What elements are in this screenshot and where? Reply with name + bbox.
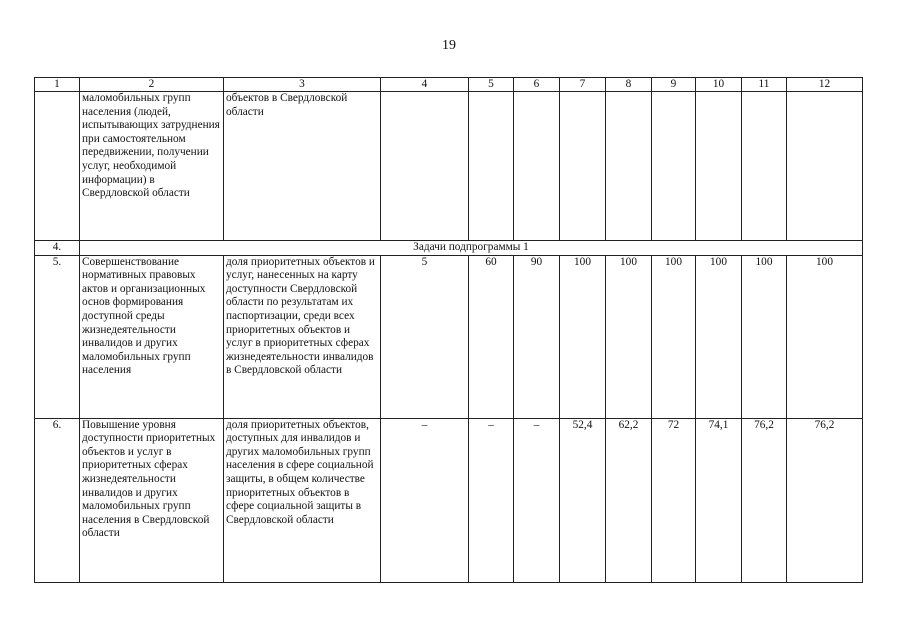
value-cell: – <box>469 418 514 582</box>
value-cell: 100 <box>652 255 696 418</box>
task-cell: маломобильных групп населения (людей, испытывающих затруднения при самостоятельном передвижении, получении услуг, необходимой информации) в Свердловской области <box>80 92 224 241</box>
task-cell: Совершенствование нормативных правовых актов и организационных основ формирования доступной среды жизнедеятельности инвалидов и других маломобильных групп населения <box>80 255 224 418</box>
value-cell: 100 <box>787 255 863 418</box>
value-cell: 72 <box>652 418 696 582</box>
value-cell: 76,2 <box>742 418 787 582</box>
value-cell: – <box>381 418 469 582</box>
table-row <box>35 255 863 418</box>
column-header: 1 <box>35 78 80 92</box>
value-cell: 100 <box>606 255 652 418</box>
column-header: 8 <box>606 78 652 92</box>
value-cell: 100 <box>742 255 787 418</box>
indicator-cell: объектов в Свердловской области <box>224 92 381 241</box>
column-header: 11 <box>742 78 787 92</box>
column-header: 7 <box>560 78 606 92</box>
table-row <box>35 418 863 582</box>
column-header: 2 <box>80 78 224 92</box>
value-cell: 100 <box>696 255 742 418</box>
value-cell: 90 <box>514 255 560 418</box>
column-header: 4 <box>381 78 469 92</box>
row-number: 5. <box>35 255 80 418</box>
value-cell: 62,2 <box>606 418 652 582</box>
task-cell: Повышение уровня доступности приоритетных объектов и услуг в приоритетных сферах жизнедеятельности инвалидов и других маломобильных групп населения в Свердловской области <box>80 418 224 582</box>
section-row <box>35 241 863 256</box>
value-cell: 100 <box>560 255 606 418</box>
indicator-cell: доля приоритетных объектов, доступных для инвалидов и других маломобильных групп населения в сфере социальной защиты, в общем количестве приоритетных объектов в сфере социальной защиты в Свердловской области <box>224 418 381 582</box>
indicator-cell: доля приоритетных объектов и услуг, нанесенных на карту доступности Свердловской области по результатам их паспортизации, среди всех приоритетных объектов и услуг в приоритетных сферах жизнедеятельности инвалидов в Свердловской области <box>224 255 381 418</box>
continuation-row <box>35 92 863 241</box>
value-cell: 5 <box>381 255 469 418</box>
value-cell: 74,1 <box>696 418 742 582</box>
section-title: Задачи подпрограммы 1 <box>80 241 863 256</box>
column-header: 6 <box>514 78 560 92</box>
column-header: 5 <box>469 78 514 92</box>
column-header: 12 <box>787 78 863 92</box>
value-cell: 52,4 <box>560 418 606 582</box>
column-header: 10 <box>696 78 742 92</box>
column-header: 3 <box>224 78 381 92</box>
value-cell: 76,2 <box>787 418 863 582</box>
value-cell: – <box>514 418 560 582</box>
column-header: 9 <box>652 78 696 92</box>
header-row <box>35 78 863 92</box>
indicators-table <box>34 77 863 583</box>
page-number: 19 <box>442 38 456 53</box>
row-number: 6. <box>35 418 80 582</box>
value-cell: 60 <box>469 255 514 418</box>
row-number: 4. <box>35 241 80 256</box>
